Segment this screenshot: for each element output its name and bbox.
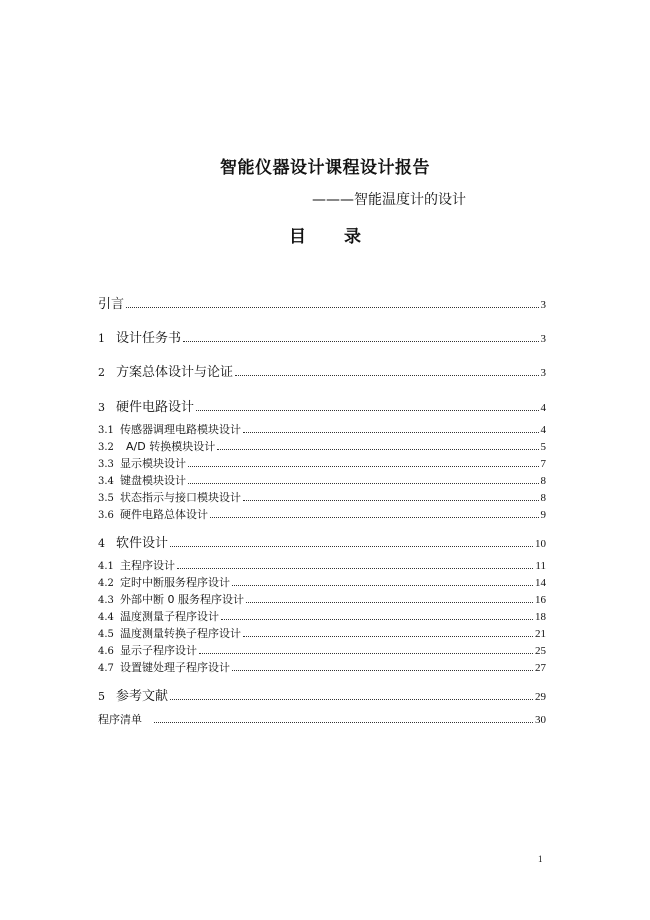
toc-entry-4-5[interactable] (98, 625, 546, 641)
toc-entry-page: 3 (540, 299, 546, 311)
toc-entry-page: 3 (540, 367, 546, 379)
toc-entry-page: 4 (540, 402, 546, 414)
toc-entry-number: 3.2 (98, 442, 114, 453)
toc-leader-dots (235, 374, 538, 376)
toc-entry-3-4[interactable] (98, 472, 546, 488)
toc-entry-page: 4 (540, 424, 546, 436)
toc-entry-number: 2 (98, 366, 105, 379)
toc-entry-number: 4.7 (98, 663, 114, 674)
toc-leader-dots (188, 465, 539, 467)
toc-leader-dots (188, 482, 539, 484)
toc-entry-4-1[interactable] (98, 557, 546, 573)
toc-leader-dots (183, 340, 538, 342)
toc-leader-dots (210, 516, 539, 518)
toc-entry-page: 11 (535, 560, 546, 572)
toc-entry-page: 8 (540, 475, 546, 487)
toc-entry-label: A/D 转换模块设计 (126, 440, 216, 453)
toc-entry-page: 5 (540, 441, 546, 453)
toc-leader-dots (217, 448, 538, 450)
toc-leader-dots (243, 431, 539, 433)
toc-entry-page: 29 (535, 691, 546, 703)
toc-entry-number: 4.3 (98, 595, 114, 606)
toc-entry-label: 软件设计 (116, 536, 169, 551)
toc-entry-number: 3.1 (98, 425, 114, 436)
document-title: 智能仪器设计课程设计报告 (220, 158, 430, 178)
toc-entry-label: 传感器调理电路模块设计 (120, 423, 241, 436)
toc-entry-4[interactable] (98, 532, 546, 551)
toc-entry-label: 温度测量子程序设计 (120, 610, 219, 623)
toc-entry-page: 16 (535, 594, 546, 606)
toc-entry-2[interactable] (98, 361, 546, 380)
toc-entry-number: 3 (98, 401, 105, 414)
document-subtitle: ———智能温度计的设计 (312, 192, 466, 208)
toc-entry-number: 3.3 (98, 459, 114, 470)
toc-leader-dots (221, 618, 533, 620)
toc-entry-intro[interactable] (98, 293, 546, 312)
toc-leader-dots (177, 567, 533, 569)
toc-entry-page: 7 (540, 458, 546, 470)
toc-leader-dots (243, 635, 533, 637)
toc-entry-page: 30 (535, 714, 546, 726)
toc-entry-3-5[interactable] (98, 489, 546, 505)
toc-entry-number: 1 (98, 332, 105, 345)
toc-entry-page: 21 (535, 628, 546, 640)
toc-entry-label: 程序清单 (98, 713, 142, 726)
toc-entry-label: 硬件电路总体设计 (120, 508, 208, 521)
toc-entry-number: 4.4 (98, 612, 114, 623)
page-number: 1 (538, 854, 543, 864)
toc-leader-dots (154, 721, 533, 723)
toc-entry-number: 4.2 (98, 578, 114, 589)
toc-entry-label: 硬件电路设计 (116, 400, 195, 415)
toc-entry-label: 引言 (98, 297, 125, 312)
toc-entry-3-3[interactable] (98, 455, 546, 471)
toc-entry-label: 显示模块设计 (120, 457, 186, 470)
toc-entry-label: 显示子程序设计 (120, 644, 197, 657)
toc-entry-4-4[interactable] (98, 608, 546, 624)
toc-entry-page: 3 (540, 333, 546, 345)
toc-leader-dots (199, 652, 533, 654)
toc-entry-label: 外部中断 0 服务程序设计 (120, 593, 244, 606)
toc-entry-4-7[interactable] (98, 659, 546, 675)
toc-entry-5[interactable] (98, 685, 546, 704)
toc-leader-dots (196, 409, 538, 411)
toc-entry-label: 温度测量转换子程序设计 (120, 627, 241, 640)
toc-entry-page: 25 (535, 645, 546, 657)
toc-entry-label: 键盘模块设计 (120, 474, 186, 487)
toc-entry-label: 设计任务书 (116, 331, 182, 346)
toc-entry-number: 4.5 (98, 629, 114, 640)
toc-leader-dots (243, 499, 539, 501)
toc-leader-dots (232, 669, 533, 671)
toc-entry-page: 14 (535, 577, 546, 589)
toc-entry-3-1[interactable] (98, 421, 546, 437)
toc-entry-label: 主程序设计 (120, 559, 175, 572)
toc-entry-number: 4.6 (98, 646, 114, 657)
toc-entry-page: 10 (535, 538, 546, 550)
toc-entry-number: 5 (98, 690, 105, 703)
toc-leader-dots (232, 584, 533, 586)
toc-entry-page: 27 (535, 662, 546, 674)
toc-entry-4-2[interactable] (98, 574, 546, 590)
toc-leader-dots (126, 306, 538, 308)
toc-entry-label: 设置键处理子程序设计 (120, 661, 230, 674)
toc-heading: 目 录 (289, 227, 361, 247)
toc-entry-4-3[interactable] (98, 591, 546, 607)
toc-entry-label: 状态指示与接口模块设计 (120, 491, 241, 504)
toc-entry-page: 18 (535, 611, 546, 623)
toc-entry-3-6[interactable] (98, 506, 546, 522)
toc-entry-number: 4 (98, 537, 105, 550)
toc-entry-1[interactable] (98, 327, 546, 346)
toc-entry-page: 8 (540, 492, 546, 504)
toc-entry-3[interactable] (98, 396, 546, 415)
toc-entry-4-6[interactable] (98, 642, 546, 658)
toc-entry-label: 定时中断服务程序设计 (120, 576, 230, 589)
toc-entry-number: 3.4 (98, 476, 114, 487)
toc-entry-label: 参考文献 (116, 689, 169, 704)
toc-entry-number: 3.6 (98, 510, 114, 521)
toc-entry-program-listing[interactable] (98, 711, 546, 727)
toc-entry-3-2[interactable] (98, 438, 546, 454)
toc-entry-number: 3.5 (98, 493, 114, 504)
toc-leader-dots (170, 698, 533, 700)
toc-leader-dots (246, 601, 533, 603)
toc-entry-number: 4.1 (98, 561, 114, 572)
toc-entry-label: 方案总体设计与论证 (116, 365, 234, 380)
toc-leader-dots (170, 545, 533, 547)
toc-entry-page: 9 (540, 509, 546, 521)
